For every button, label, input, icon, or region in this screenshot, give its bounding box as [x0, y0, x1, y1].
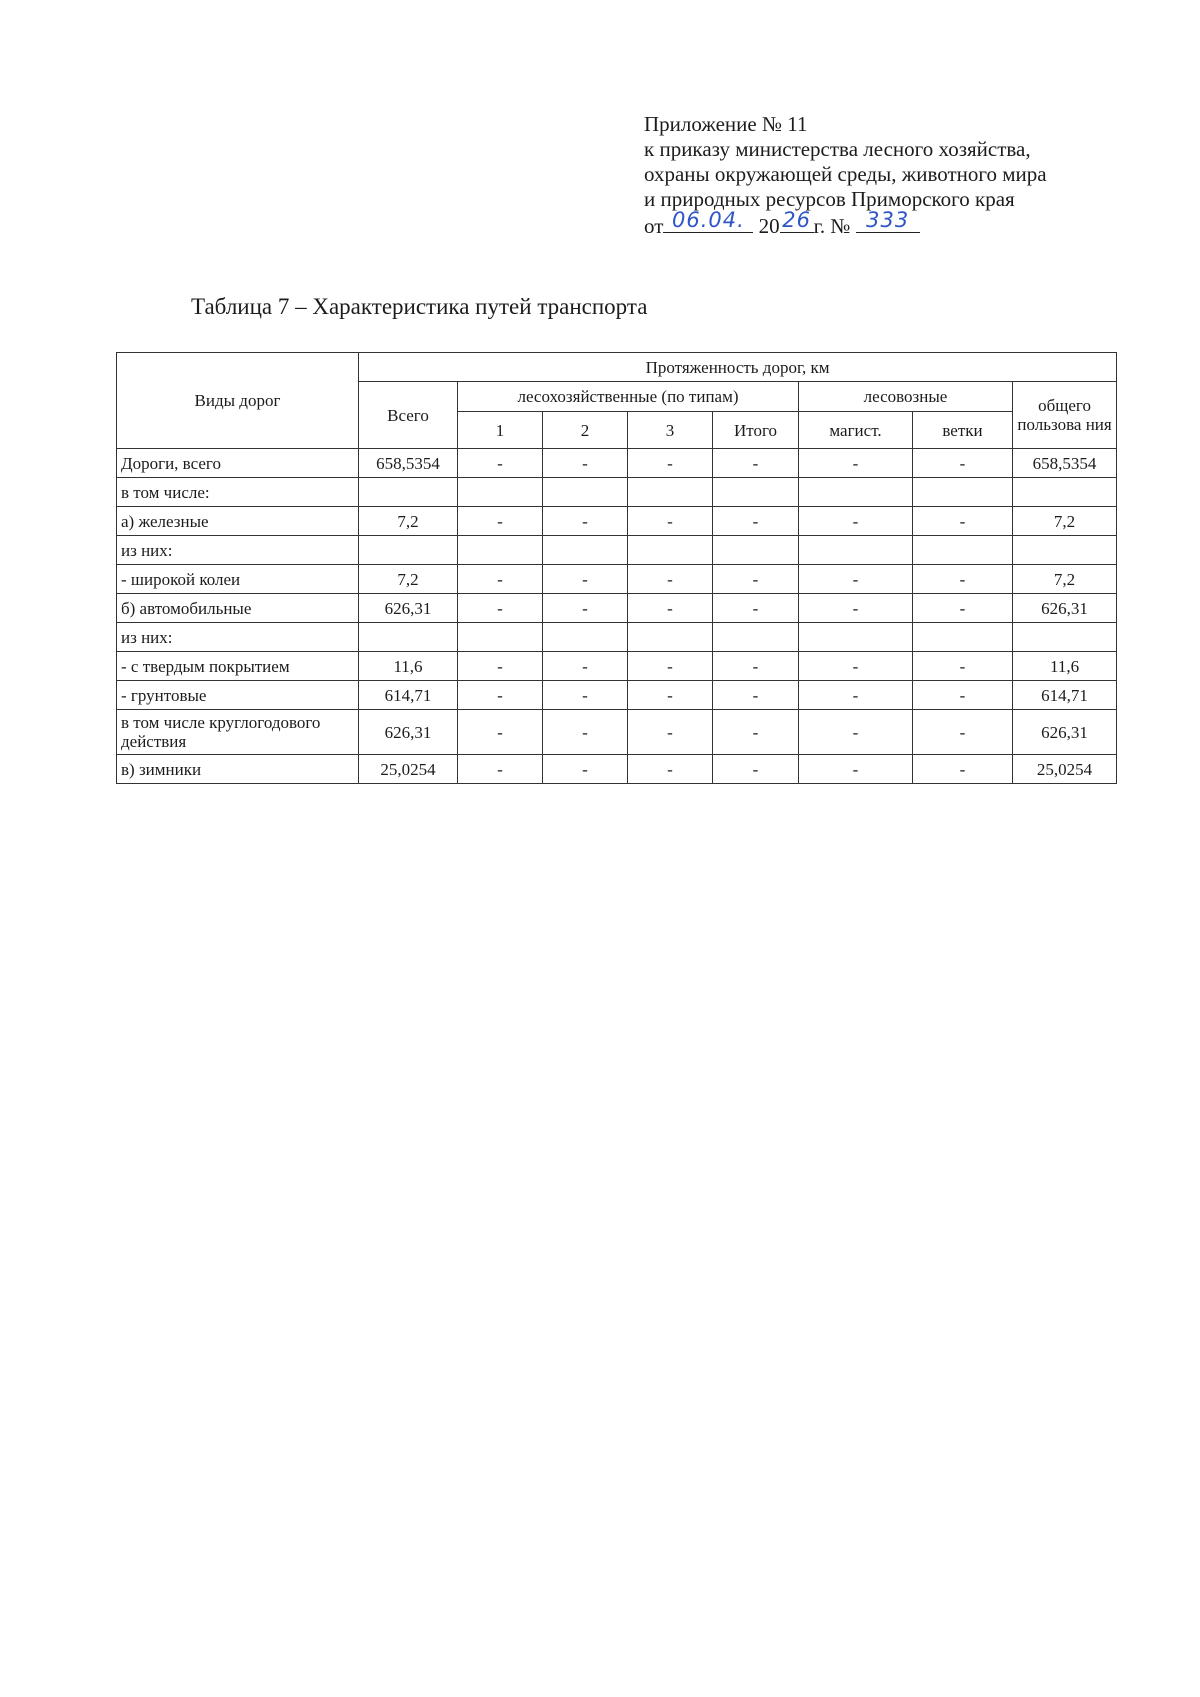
- value-cell: [359, 623, 458, 652]
- value-cell: 658,5354: [1013, 449, 1117, 478]
- date-blank: [663, 208, 753, 233]
- handwritten-number: 333: [866, 208, 910, 232]
- value-cell: -: [913, 710, 1013, 755]
- value-cell: [1013, 536, 1117, 565]
- value-cell: -: [628, 507, 713, 536]
- header-main-roads: магист.: [799, 412, 913, 449]
- value-cell: -: [458, 565, 543, 594]
- from-prefix: от: [644, 214, 664, 238]
- value-cell: -: [913, 565, 1013, 594]
- header-logging: лесовозные: [799, 382, 1013, 412]
- value-cell: -: [458, 507, 543, 536]
- number-blank: [856, 208, 920, 233]
- table-row: [117, 565, 1117, 594]
- value-cell: -: [543, 652, 628, 681]
- value-cell: 626,31: [1013, 710, 1117, 755]
- value-cell: [458, 478, 543, 507]
- header-public-use: общего пользова ния: [1013, 382, 1117, 449]
- table-row: [117, 594, 1117, 623]
- table-body: [117, 449, 1117, 784]
- value-cell: -: [543, 681, 628, 710]
- value-cell: 11,6: [359, 652, 458, 681]
- road-type-cell: из них:: [117, 536, 359, 565]
- value-cell: [799, 536, 913, 565]
- value-cell: -: [913, 449, 1013, 478]
- year-prefix: 20: [758, 214, 780, 238]
- table-caption: Таблица 7 – Характеристика путей транспорта: [191, 294, 648, 319]
- header-total: Всего: [359, 382, 458, 449]
- roads-table: [116, 352, 1117, 784]
- road-type-cell: - грунтовые: [117, 681, 359, 710]
- value-cell: -: [713, 755, 799, 784]
- value-cell: 7,2: [1013, 507, 1117, 536]
- value-cell: -: [543, 507, 628, 536]
- value-cell: [713, 536, 799, 565]
- table-row: [117, 755, 1117, 784]
- value-cell: [628, 478, 713, 507]
- value-cell: -: [799, 507, 913, 536]
- value-cell: -: [799, 755, 913, 784]
- road-type-cell: Дороги, всего: [117, 449, 359, 478]
- road-type-cell: - с твердым покрытием: [117, 652, 359, 681]
- value-cell: -: [713, 449, 799, 478]
- road-type-cell: в том числе круглогодового действия: [117, 710, 359, 755]
- value-cell: -: [458, 594, 543, 623]
- value-cell: -: [799, 565, 913, 594]
- value-cell: -: [913, 755, 1013, 784]
- value-cell: 11,6: [1013, 652, 1117, 681]
- appendix-line-4: и природных ресурсов Приморского края: [644, 187, 1015, 211]
- road-type-cell: из них:: [117, 623, 359, 652]
- value-cell: -: [913, 507, 1013, 536]
- table-row: [117, 536, 1117, 565]
- value-cell: 25,0254: [1013, 755, 1117, 784]
- appendix-line-2: к приказу министерства лесного хозяйства,: [644, 137, 1031, 161]
- value-cell: -: [713, 710, 799, 755]
- value-cell: 626,31: [359, 710, 458, 755]
- header-type-3: 3: [628, 412, 713, 449]
- value-cell: 614,71: [359, 681, 458, 710]
- value-cell: -: [713, 507, 799, 536]
- value-cell: [1013, 478, 1117, 507]
- value-cell: [799, 623, 913, 652]
- year-suffix: г. №: [813, 214, 851, 238]
- road-type-cell: - широкой колеи: [117, 565, 359, 594]
- value-cell: [628, 536, 713, 565]
- value-cell: -: [543, 755, 628, 784]
- value-cell: [543, 478, 628, 507]
- value-cell: -: [913, 681, 1013, 710]
- table-row: [117, 478, 1117, 507]
- value-cell: [359, 478, 458, 507]
- value-cell: [359, 536, 458, 565]
- value-cell: 626,31: [1013, 594, 1117, 623]
- value-cell: 626,31: [359, 594, 458, 623]
- road-type-cell: а) железные: [117, 507, 359, 536]
- value-cell: -: [543, 449, 628, 478]
- appendix-header: [644, 112, 1047, 237]
- table-row: [117, 449, 1117, 478]
- value-cell: -: [458, 652, 543, 681]
- table-row: [117, 652, 1117, 681]
- handwritten-year: 26: [782, 208, 812, 232]
- value-cell: -: [799, 681, 913, 710]
- header-road-length: Протяженность дорог, км: [359, 353, 1117, 382]
- header-branches: ветки: [913, 412, 1013, 449]
- value-cell: [628, 623, 713, 652]
- road-type-cell: в) зимники: [117, 755, 359, 784]
- value-cell: -: [628, 652, 713, 681]
- value-cell: [713, 623, 799, 652]
- value-cell: -: [628, 755, 713, 784]
- handwritten-date: 06.04.: [672, 208, 745, 232]
- value-cell: -: [628, 710, 713, 755]
- value-cell: -: [458, 755, 543, 784]
- value-cell: -: [913, 594, 1013, 623]
- value-cell: 7,2: [359, 565, 458, 594]
- value-cell: -: [913, 652, 1013, 681]
- value-cell: 25,0254: [359, 755, 458, 784]
- value-cell: -: [543, 565, 628, 594]
- header-forestry-total: Итого: [713, 412, 799, 449]
- value-cell: -: [799, 594, 913, 623]
- value-cell: 7,2: [359, 507, 458, 536]
- value-cell: -: [458, 710, 543, 755]
- header-road-types: Виды дорог: [117, 353, 359, 449]
- table-row: [117, 681, 1117, 710]
- value-cell: -: [628, 449, 713, 478]
- value-cell: [543, 623, 628, 652]
- value-cell: -: [543, 594, 628, 623]
- value-cell: [543, 536, 628, 565]
- value-cell: [1013, 623, 1117, 652]
- value-cell: -: [628, 681, 713, 710]
- order-date-number-line: [644, 208, 1047, 238]
- value-cell: -: [799, 449, 913, 478]
- road-type-cell: в том числе:: [117, 478, 359, 507]
- value-cell: -: [799, 652, 913, 681]
- value-cell: -: [713, 681, 799, 710]
- value-cell: 658,5354: [359, 449, 458, 478]
- table-row: [117, 623, 1117, 652]
- value-cell: -: [713, 565, 799, 594]
- header-type-1: 1: [458, 412, 543, 449]
- value-cell: -: [713, 652, 799, 681]
- header-forestry: лесохозяйственные (по типам): [458, 382, 799, 412]
- value-cell: [458, 623, 543, 652]
- value-cell: [913, 623, 1013, 652]
- value-cell: -: [713, 594, 799, 623]
- value-cell: [713, 478, 799, 507]
- value-cell: -: [628, 594, 713, 623]
- value-cell: -: [628, 565, 713, 594]
- appendix-line-3: охраны окружающей среды, животного мира: [644, 162, 1047, 186]
- value-cell: -: [458, 449, 543, 478]
- year-blank: [780, 208, 814, 233]
- road-type-cell: б) автомобильные: [117, 594, 359, 623]
- value-cell: 7,2: [1013, 565, 1117, 594]
- value-cell: [799, 478, 913, 507]
- appendix-title: Приложение № 11: [644, 112, 808, 136]
- value-cell: -: [799, 710, 913, 755]
- value-cell: -: [458, 681, 543, 710]
- table-row: [117, 507, 1117, 536]
- value-cell: 614,71: [1013, 681, 1117, 710]
- table-row: [117, 710, 1117, 755]
- value-cell: [913, 536, 1013, 565]
- value-cell: [458, 536, 543, 565]
- value-cell: [913, 478, 1013, 507]
- header-type-2: 2: [543, 412, 628, 449]
- value-cell: -: [543, 710, 628, 755]
